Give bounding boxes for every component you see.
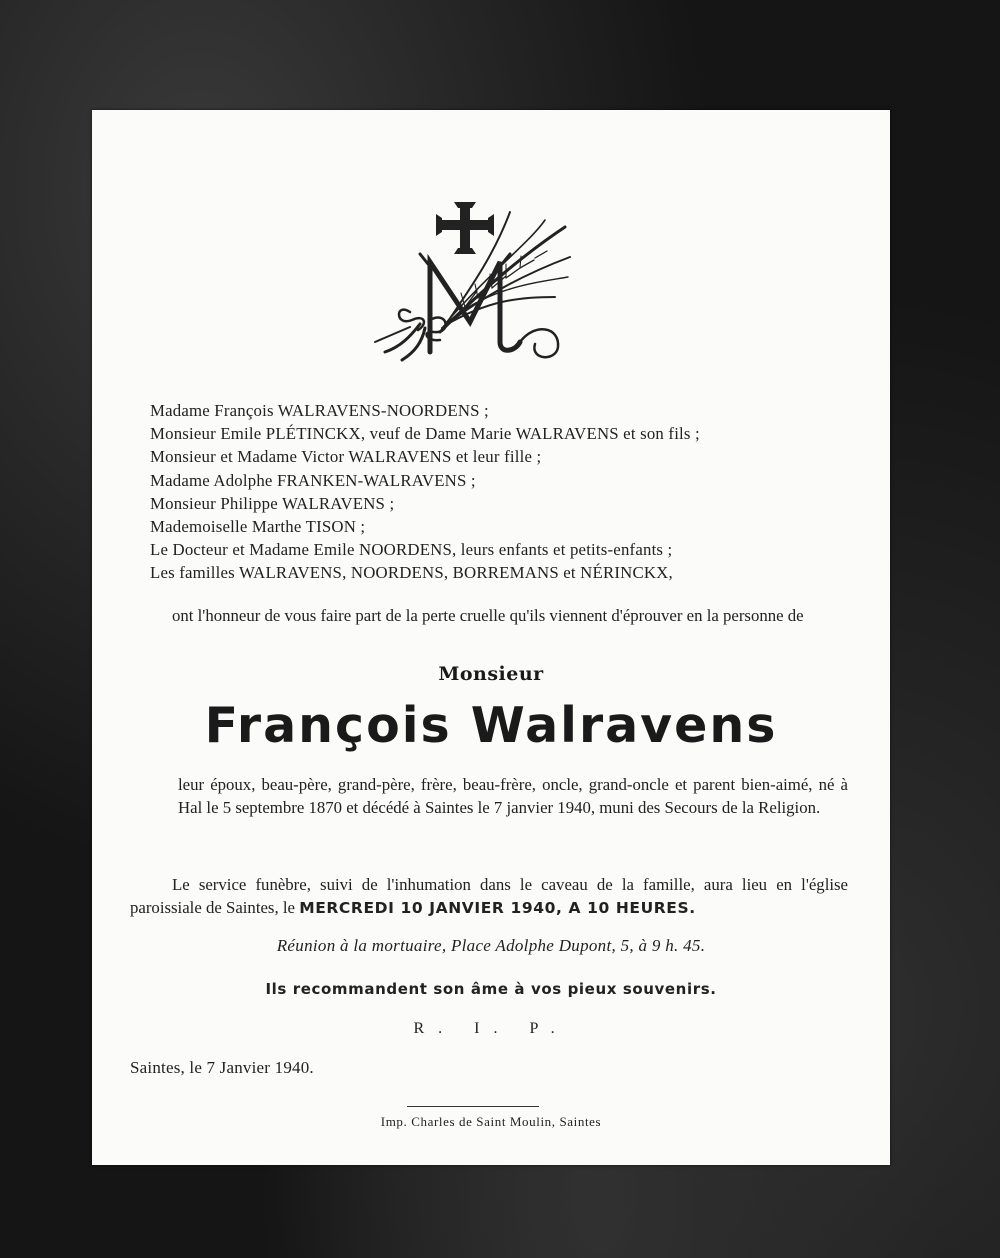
place-date: Saintes, le 7 Janvier 1940. bbox=[130, 1058, 314, 1077]
family-line: Madame François WALRAVENS-NOORDENS ; bbox=[150, 401, 489, 420]
family-list bbox=[150, 399, 870, 585]
rip-line: R. I. P. bbox=[413, 1020, 569, 1037]
divider bbox=[407, 1106, 539, 1107]
cross-monogram-palm-icon bbox=[370, 202, 572, 362]
service-text: Le service funèbre, suivi de l'inhumation dans le caveau de la famille, aura lieu en l'église paroissiale de Saintes, le bbox=[130, 875, 848, 918]
reunion-line: Réunion à la mortuaire, Place Adolphe Dupont, 5, à 9 h. 45. bbox=[276, 936, 706, 955]
family-line: Monsieur et Madame Victor WALRAVENS et leur fille ; bbox=[150, 447, 542, 467]
family-line: Monsieur Emile PLÉTINCKX, veuf de Dame Marie WALRAVENS et son fils ; bbox=[150, 424, 700, 444]
service-paragraph bbox=[130, 873, 848, 920]
intro-paragraph: ont l'honneur de vous faire part de la perte cruelle qu'ils viennent d'éprouver en la personne de bbox=[172, 606, 804, 625]
description-paragraph: leur époux, beau-père, grand-père, frère, beau-frère, oncle, grand-oncle et parent bien-aimé, né à Hal le 5 septembre 1870 et décédé à Saintes le 7 janvier 1940, muni des Secours de la Religion. bbox=[178, 775, 848, 818]
family-line: Le Docteur et Madame Emile NOORDENS, leurs enfants et petits-enfants ; bbox=[150, 540, 673, 560]
family-line: Monsieur Philippe WALRAVENS ; bbox=[150, 493, 395, 513]
family-line: Madame Adolphe FRANKEN-WALRAVENS ; bbox=[150, 470, 476, 490]
service-datetime: MERCREDI 10 JANVIER 1940, A 10 HEURES. bbox=[299, 899, 696, 918]
honorific-title: Monsieur bbox=[438, 663, 544, 685]
mourning-card bbox=[92, 110, 890, 1165]
recommendation-line: Ils recommandent son âme à vos pieux souvenirs. bbox=[265, 980, 717, 998]
deceased-name: François Walravens bbox=[204, 697, 778, 754]
printer-imprint: Imp. Charles de Saint Moulin, Saintes bbox=[380, 1114, 602, 1129]
family-line: Les familles WALRAVENS, NOORDENS, BORREMANS et NÉRINCKX, bbox=[150, 563, 673, 583]
family-line: Mademoiselle Marthe TISON ; bbox=[150, 517, 366, 537]
